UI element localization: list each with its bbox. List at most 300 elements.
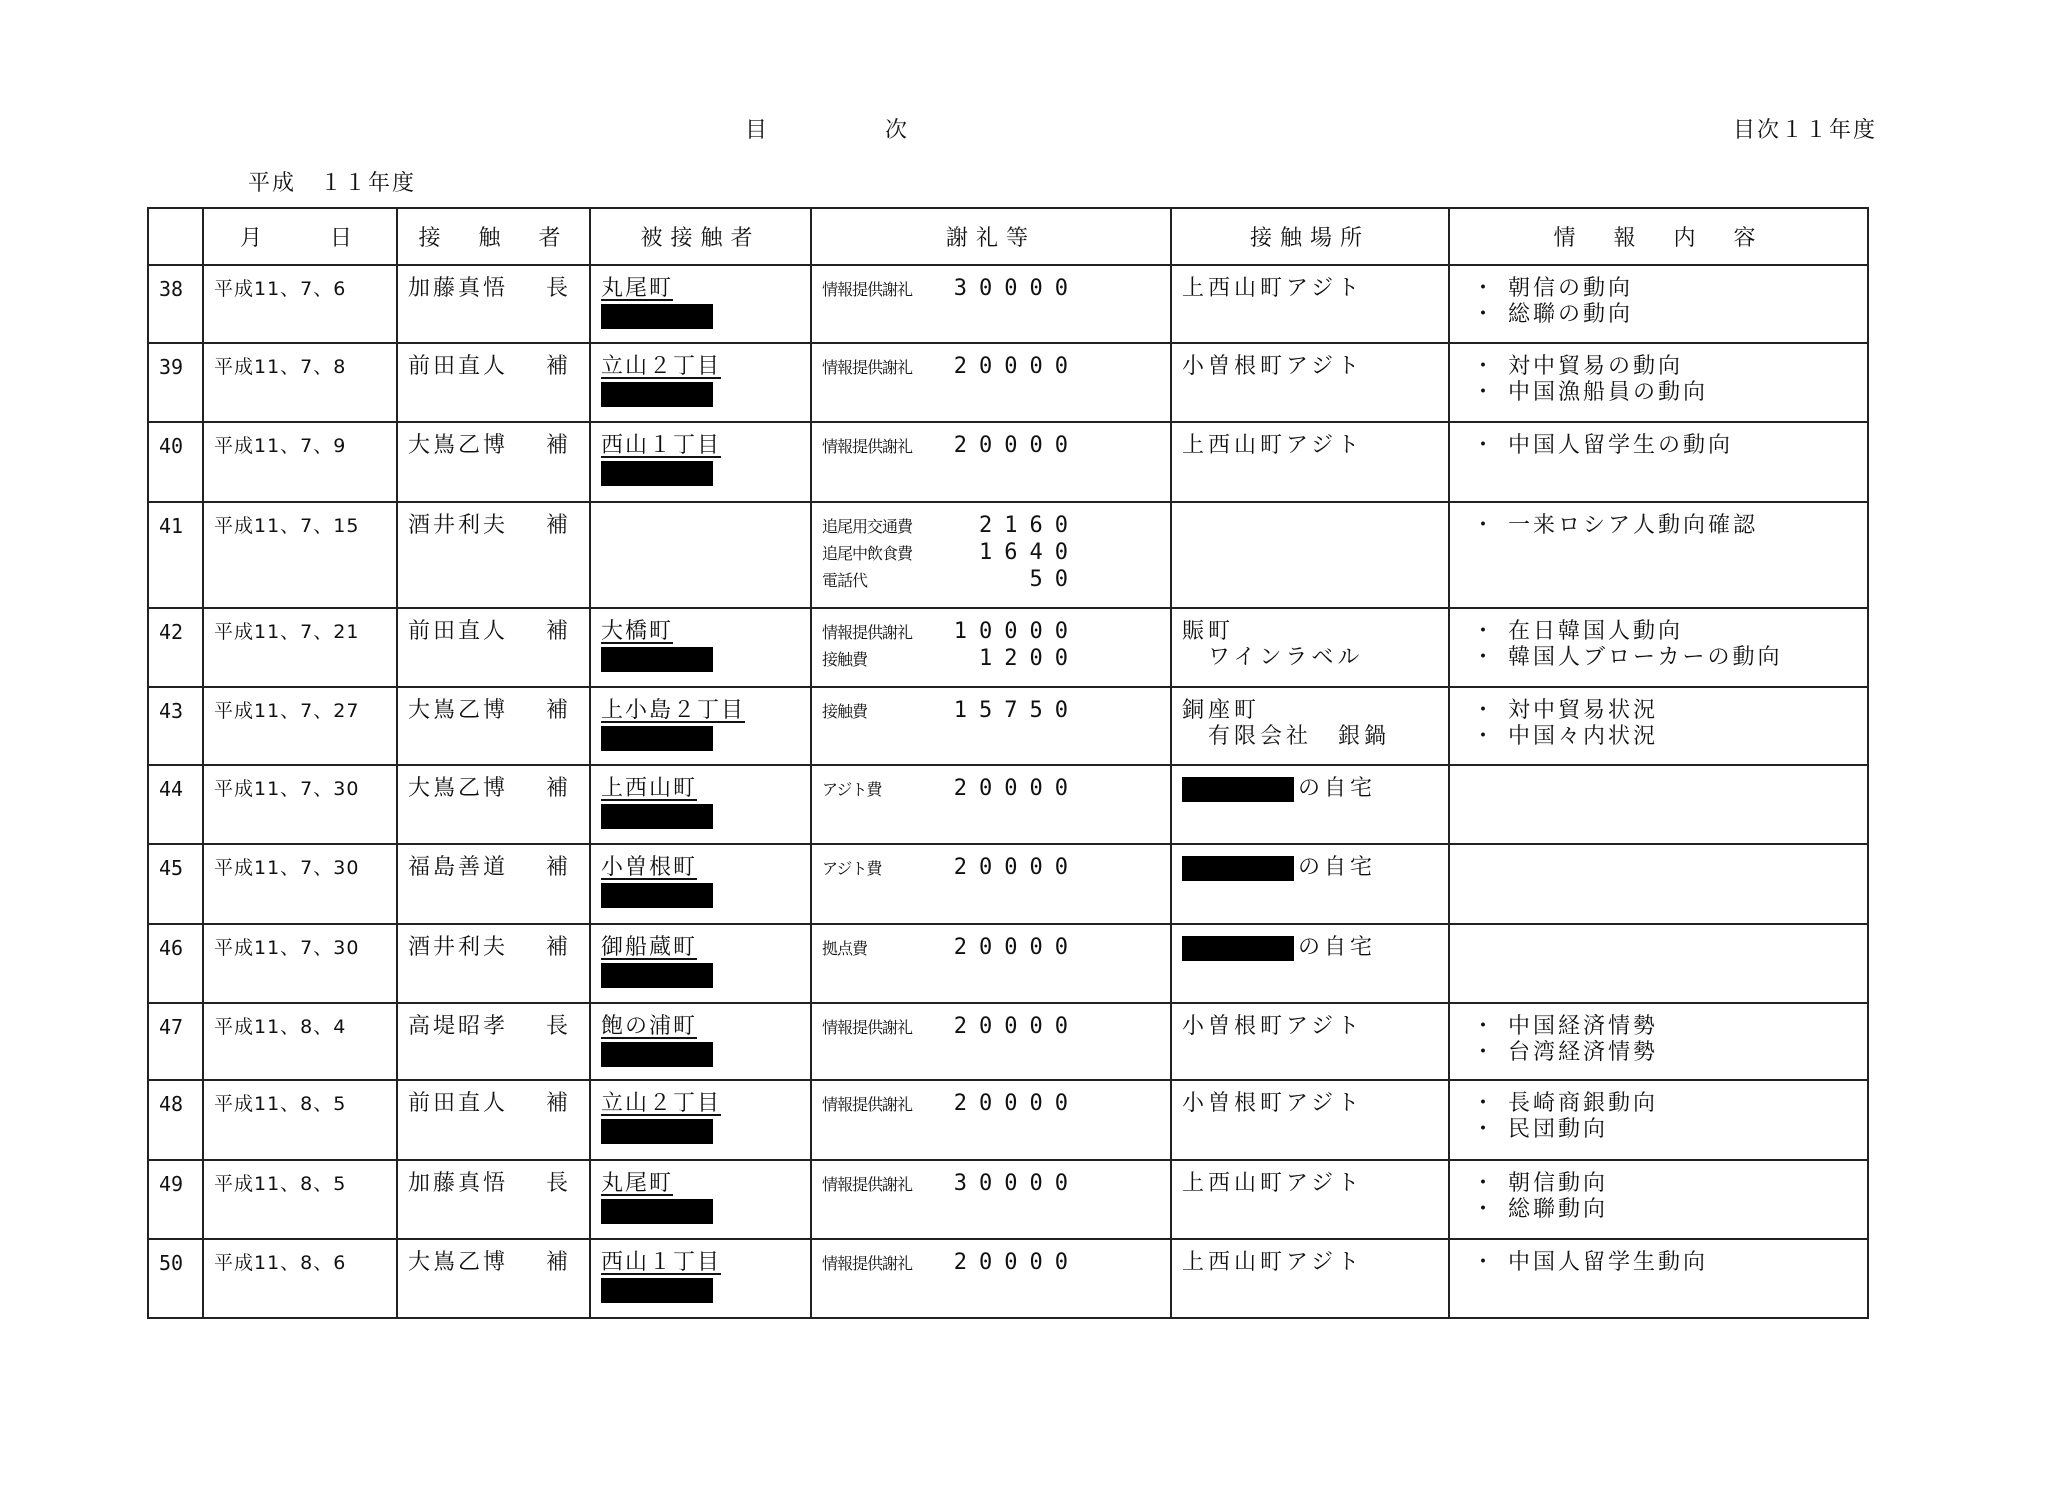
info-item bbox=[1460, 1091, 1859, 1117]
info-item bbox=[1460, 645, 1859, 671]
payment-label: 接触費 bbox=[822, 702, 868, 721]
cell-contacted-person bbox=[590, 265, 811, 343]
payment-line bbox=[822, 433, 1162, 460]
info-item bbox=[1460, 724, 1859, 750]
cell-contact-person bbox=[397, 1160, 590, 1239]
row-number: 49 bbox=[159, 1172, 184, 1196]
contact-person bbox=[398, 1240, 589, 1282]
page-reference: 目次１１年度 bbox=[1733, 118, 1878, 143]
cell-payment bbox=[811, 924, 1171, 1003]
cell-no bbox=[148, 687, 203, 765]
table-row bbox=[148, 687, 1868, 765]
payment-label: 拠点費 bbox=[822, 939, 868, 958]
cell-no bbox=[148, 422, 203, 502]
info-text: 総聯の動向 bbox=[1508, 302, 1634, 327]
info-item bbox=[1460, 1040, 1859, 1066]
cell-contact-person bbox=[397, 608, 590, 687]
bullet-glyph: ・ bbox=[1472, 1250, 1498, 1275]
cell-contact-person bbox=[397, 765, 590, 844]
contact-person bbox=[398, 423, 589, 465]
contact-place bbox=[1172, 1081, 1448, 1123]
payment-list bbox=[812, 1081, 1170, 1124]
redaction-block bbox=[601, 1119, 713, 1144]
cell-contact-place bbox=[1171, 1239, 1449, 1318]
header-payment: 謝礼等 bbox=[811, 208, 1171, 265]
page-title-left: 目 bbox=[745, 118, 768, 143]
contact-person bbox=[398, 503, 589, 545]
payment-list bbox=[812, 503, 1170, 600]
contact-date: 平成11、7、15 bbox=[214, 515, 360, 537]
contact-date: 平成11、8、4 bbox=[214, 1016, 347, 1038]
cell-contacted-person bbox=[590, 502, 811, 608]
info-content bbox=[1450, 503, 1867, 545]
info-content bbox=[1450, 423, 1867, 465]
payment-label: 情報提供謝礼 bbox=[822, 623, 913, 642]
cell-info-content bbox=[1449, 343, 1868, 422]
table-body bbox=[148, 265, 1868, 1318]
bullet-glyph: ・ bbox=[1472, 433, 1498, 458]
cell-contact-person bbox=[397, 924, 590, 1003]
cell-no bbox=[148, 343, 203, 422]
contacted-person-address: 丸尾町 bbox=[601, 276, 674, 301]
contacted-person bbox=[591, 688, 810, 757]
contact-person-name: 酒井利夫 bbox=[408, 513, 509, 538]
payment-list bbox=[812, 423, 1170, 466]
contacted-person-address: 西山１丁目 bbox=[601, 1250, 722, 1275]
cell-no bbox=[148, 1080, 203, 1160]
contacted-person bbox=[591, 344, 810, 413]
contacted-person-address: 飽の浦町 bbox=[601, 1014, 698, 1039]
contact-person-name: 加藤真悟 bbox=[408, 1171, 509, 1196]
cell-no bbox=[148, 1239, 203, 1318]
redaction-block bbox=[1182, 777, 1294, 802]
redaction-block bbox=[1182, 936, 1294, 961]
payment-label: アジト費 bbox=[822, 859, 882, 878]
cell-info-content bbox=[1449, 265, 1868, 343]
cell-no bbox=[148, 608, 203, 687]
payment-label: 追尾中飲食費 bbox=[822, 544, 913, 563]
contact-person bbox=[398, 609, 589, 651]
payment-label: 情報提供謝礼 bbox=[822, 1175, 913, 1194]
table-row bbox=[148, 608, 1868, 687]
payment-line bbox=[822, 1014, 1162, 1041]
row-number: 38 bbox=[159, 277, 184, 301]
payment-list bbox=[812, 925, 1170, 968]
contact-place-line: 上西山町アジト bbox=[1182, 276, 1364, 301]
table-row bbox=[148, 1003, 1868, 1080]
info-item bbox=[1460, 619, 1859, 645]
contact-person bbox=[398, 766, 589, 808]
payment-line bbox=[822, 354, 1162, 381]
row-number: 46 bbox=[159, 936, 184, 960]
contact-person-name: 加藤真悟 bbox=[408, 276, 509, 301]
info-text: 台湾経済情勢 bbox=[1508, 1040, 1659, 1065]
contacted-person bbox=[591, 925, 810, 994]
header-contact-person: 接 触 者 bbox=[397, 208, 590, 265]
cell-info-content bbox=[1449, 924, 1868, 1003]
cell-contact-place bbox=[1171, 343, 1449, 422]
contact-date: 平成11、7、6 bbox=[214, 278, 347, 300]
contact-person bbox=[398, 1161, 589, 1203]
contact-place-line: 上西山町アジト bbox=[1182, 1250, 1364, 1275]
payment-amount: 50 bbox=[1029, 567, 1080, 592]
bullet-glyph: ・ bbox=[1472, 380, 1498, 405]
info-text: 民団動向 bbox=[1508, 1117, 1609, 1142]
cell-no bbox=[148, 1160, 203, 1239]
info-content bbox=[1450, 845, 1867, 861]
contact-person-rank: 補 bbox=[545, 935, 571, 960]
contact-place-line: の自宅 bbox=[1298, 935, 1377, 960]
cell-no bbox=[148, 502, 203, 608]
contact-person-rank: 補 bbox=[545, 433, 571, 458]
cell-date bbox=[203, 422, 397, 502]
payment-amount: 20000 bbox=[953, 354, 1080, 379]
cell-info-content bbox=[1449, 1160, 1868, 1239]
payment-amount: 30000 bbox=[953, 1171, 1080, 1196]
contact-person-name: 大嶌乙博 bbox=[408, 776, 509, 801]
header-contacted-person: 被接触者 bbox=[590, 208, 811, 265]
row-number: 45 bbox=[159, 856, 184, 880]
info-content bbox=[1450, 1161, 1867, 1229]
info-content bbox=[1450, 1240, 1867, 1282]
table-row bbox=[148, 844, 1868, 924]
redaction-block bbox=[601, 461, 713, 486]
cell-contact-person bbox=[397, 1080, 590, 1160]
header-info-content: 情 報 内 容 bbox=[1449, 208, 1868, 265]
payment-line bbox=[822, 1250, 1162, 1277]
cell-payment bbox=[811, 765, 1171, 844]
payment-label: 電話代 bbox=[822, 571, 868, 590]
contact-person-name: 大嶌乙博 bbox=[408, 433, 509, 458]
payment-label: 情報提供謝礼 bbox=[822, 437, 913, 456]
contact-date: 平成11、7、30 bbox=[214, 937, 360, 959]
contacted-person-address: 丸尾町 bbox=[601, 1171, 674, 1196]
payment-amount: 30000 bbox=[953, 276, 1080, 301]
cell-no bbox=[148, 265, 203, 343]
row-number: 41 bbox=[159, 514, 184, 538]
cell-contacted-person bbox=[590, 844, 811, 924]
contact-place-line: 小曽根町アジト bbox=[1182, 1014, 1364, 1039]
contact-person-name: 前田直人 bbox=[408, 1091, 509, 1116]
cell-contacted-person bbox=[590, 1239, 811, 1318]
contact-person-name: 前田直人 bbox=[408, 354, 509, 379]
table-row bbox=[148, 422, 1868, 502]
row-number: 47 bbox=[159, 1015, 184, 1039]
info-text: 中国漁船員の動向 bbox=[1508, 380, 1709, 405]
contacted-person-address: 上小島２丁目 bbox=[601, 698, 746, 723]
row-number: 48 bbox=[159, 1092, 184, 1116]
contacted-person-address: 西山１丁目 bbox=[601, 433, 722, 458]
row-number: 42 bbox=[159, 620, 184, 644]
payment-list bbox=[812, 1240, 1170, 1283]
payment-line bbox=[822, 646, 1162, 673]
cell-contacted-person bbox=[590, 1080, 811, 1160]
bullet-glyph: ・ bbox=[1472, 513, 1498, 538]
cell-date bbox=[203, 265, 397, 343]
contact-place bbox=[1172, 845, 1448, 887]
redaction-block bbox=[601, 1278, 713, 1303]
info-text: 中国経済情勢 bbox=[1508, 1014, 1659, 1039]
cell-no bbox=[148, 844, 203, 924]
cell-contact-person bbox=[397, 422, 590, 502]
contact-place-line: 小曽根町アジト bbox=[1182, 1091, 1364, 1116]
header-date: 月 日 bbox=[203, 208, 397, 265]
cell-payment bbox=[811, 1160, 1171, 1239]
info-text: 韓国人ブローカーの動向 bbox=[1508, 645, 1783, 670]
payment-line bbox=[822, 619, 1162, 646]
contacted-person-address: 立山２丁目 bbox=[601, 1091, 722, 1116]
contact-person bbox=[398, 688, 589, 730]
cell-info-content bbox=[1449, 844, 1868, 924]
payment-list bbox=[812, 1004, 1170, 1047]
cell-date bbox=[203, 765, 397, 844]
cell-contacted-person bbox=[590, 422, 811, 502]
cell-payment bbox=[811, 1080, 1171, 1160]
contact-place-line: の自宅 bbox=[1298, 855, 1377, 880]
table-header-row bbox=[148, 208, 1868, 265]
cell-contact-place bbox=[1171, 765, 1449, 844]
info-text: 中国々内状況 bbox=[1508, 724, 1659, 749]
bullet-glyph: ・ bbox=[1472, 1091, 1498, 1116]
info-text: 一来ロシア人動向確認 bbox=[1508, 513, 1759, 538]
contact-person-name: 大嶌乙博 bbox=[408, 698, 509, 723]
payment-list bbox=[812, 688, 1170, 731]
payment-label: 情報提供謝礼 bbox=[822, 280, 913, 299]
payment-line bbox=[822, 855, 1162, 882]
contact-date: 平成11、7、21 bbox=[214, 621, 360, 643]
table-row bbox=[148, 1160, 1868, 1239]
cell-contacted-person bbox=[590, 343, 811, 422]
contact-place bbox=[1172, 344, 1448, 386]
redaction-block bbox=[1182, 856, 1294, 881]
contacted-person-address: 御船蔵町 bbox=[601, 935, 698, 960]
contact-person-rank: 長 bbox=[545, 1171, 571, 1196]
cell-payment bbox=[811, 502, 1171, 608]
contact-date: 平成11、7、9 bbox=[214, 435, 347, 457]
cell-date bbox=[203, 1003, 397, 1080]
cell-contact-place bbox=[1171, 265, 1449, 343]
bullet-glyph: ・ bbox=[1472, 724, 1498, 749]
cell-payment bbox=[811, 1003, 1171, 1080]
cell-contact-place bbox=[1171, 1080, 1449, 1160]
contact-date: 平成11、7、30 bbox=[214, 778, 360, 800]
contacted-person-address: 大橋町 bbox=[601, 619, 674, 644]
bullet-glyph: ・ bbox=[1472, 698, 1498, 723]
bullet-glyph: ・ bbox=[1472, 1171, 1498, 1196]
cell-payment bbox=[811, 422, 1171, 502]
contact-place bbox=[1172, 1240, 1448, 1282]
cell-contact-place bbox=[1171, 502, 1449, 608]
redaction-block bbox=[601, 804, 713, 829]
bullet-glyph: ・ bbox=[1472, 302, 1498, 327]
cell-contact-place bbox=[1171, 1003, 1449, 1080]
header-no bbox=[148, 208, 203, 265]
table-row bbox=[148, 502, 1868, 608]
row-number: 40 bbox=[159, 434, 184, 458]
contact-date: 平成11、7、8 bbox=[214, 356, 347, 378]
cell-date bbox=[203, 844, 397, 924]
page-title-right: 次 bbox=[885, 118, 908, 143]
redaction-block bbox=[601, 726, 713, 751]
contacted-person bbox=[591, 845, 810, 914]
contact-person-rank: 補 bbox=[545, 1091, 571, 1116]
info-item bbox=[1460, 513, 1859, 539]
payment-line bbox=[822, 540, 1162, 567]
cell-payment bbox=[811, 343, 1171, 422]
cell-contact-place bbox=[1171, 844, 1449, 924]
cell-contact-person bbox=[397, 1239, 590, 1318]
contact-ledger-table bbox=[147, 207, 1869, 1319]
cell-date bbox=[203, 1080, 397, 1160]
redaction-block bbox=[601, 382, 713, 407]
cell-contact-place bbox=[1171, 1160, 1449, 1239]
cell-no bbox=[148, 1003, 203, 1080]
info-text: 中国人留学生の動向 bbox=[1508, 433, 1734, 458]
contacted-person bbox=[591, 1004, 810, 1073]
table-row bbox=[148, 265, 1868, 343]
cell-contact-place bbox=[1171, 924, 1449, 1003]
contacted-person bbox=[591, 1240, 810, 1309]
info-text: 対中貿易状況 bbox=[1508, 698, 1659, 723]
contact-date: 平成11、7、30 bbox=[214, 857, 360, 879]
contacted-person bbox=[591, 766, 810, 835]
contact-place-detail: ワインラベル bbox=[1208, 645, 1364, 670]
payment-list bbox=[812, 766, 1170, 809]
payment-label: 接触費 bbox=[822, 650, 868, 669]
payment-label: 追尾用交通費 bbox=[822, 517, 913, 536]
info-content bbox=[1450, 688, 1867, 756]
contact-person bbox=[398, 925, 589, 967]
payment-line bbox=[822, 276, 1162, 303]
payment-amount: 2160 bbox=[979, 513, 1080, 538]
bullet-glyph: ・ bbox=[1472, 354, 1498, 379]
info-content bbox=[1450, 766, 1867, 782]
row-number: 44 bbox=[159, 777, 184, 801]
payment-line bbox=[822, 1171, 1162, 1198]
cell-no bbox=[148, 765, 203, 844]
table-row bbox=[148, 343, 1868, 422]
redaction-block bbox=[601, 1042, 713, 1067]
cell-payment bbox=[811, 608, 1171, 687]
table-row bbox=[148, 1080, 1868, 1160]
cell-contacted-person bbox=[590, 608, 811, 687]
contact-person bbox=[398, 266, 589, 308]
contact-place-line: の自宅 bbox=[1298, 776, 1377, 801]
contact-place bbox=[1172, 1161, 1448, 1203]
contact-date: 平成11、8、5 bbox=[214, 1093, 347, 1115]
payment-line bbox=[822, 935, 1162, 962]
contact-place-line: 銅座町 bbox=[1182, 698, 1261, 723]
payment-amount: 15750 bbox=[953, 698, 1080, 723]
payment-amount: 20000 bbox=[953, 1014, 1080, 1039]
cell-contacted-person bbox=[590, 1160, 811, 1239]
bullet-glyph: ・ bbox=[1472, 1117, 1498, 1142]
contact-place bbox=[1172, 1004, 1448, 1046]
contact-date: 平成11、8、6 bbox=[214, 1252, 347, 1274]
contacted-person bbox=[591, 503, 810, 519]
contact-place-line: 小曽根町アジト bbox=[1182, 354, 1364, 379]
payment-label: 情報提供謝礼 bbox=[822, 1254, 913, 1273]
cell-contact-person bbox=[397, 687, 590, 765]
payment-label: 情報提供謝礼 bbox=[822, 1018, 913, 1037]
info-content bbox=[1450, 266, 1867, 334]
contact-place-line: 賑町 bbox=[1182, 619, 1235, 644]
contacted-person bbox=[591, 423, 810, 492]
info-item bbox=[1460, 302, 1859, 328]
contact-date: 平成11、7、27 bbox=[214, 700, 360, 722]
info-text: 中国人留学生動向 bbox=[1508, 1250, 1709, 1275]
cell-info-content bbox=[1449, 1003, 1868, 1080]
cell-info-content bbox=[1449, 422, 1868, 502]
cell-contacted-person bbox=[590, 687, 811, 765]
info-content bbox=[1450, 1081, 1867, 1149]
payment-amount: 10000 bbox=[953, 619, 1080, 644]
contact-person-name: 福島善道 bbox=[408, 855, 509, 880]
contact-person-rank: 補 bbox=[545, 513, 571, 538]
contact-person bbox=[398, 1004, 589, 1046]
contacted-person-address: 小曽根町 bbox=[601, 855, 698, 880]
info-item bbox=[1460, 354, 1859, 380]
contact-place bbox=[1172, 766, 1448, 808]
info-content bbox=[1450, 609, 1867, 677]
contact-place bbox=[1172, 423, 1448, 465]
row-number: 50 bbox=[159, 1251, 184, 1275]
cell-date bbox=[203, 502, 397, 608]
cell-date bbox=[203, 687, 397, 765]
payment-amount: 20000 bbox=[953, 1250, 1080, 1275]
bullet-glyph: ・ bbox=[1472, 1197, 1498, 1222]
contact-person-rank: 補 bbox=[545, 698, 571, 723]
cell-info-content bbox=[1449, 765, 1868, 844]
contact-place bbox=[1172, 503, 1448, 519]
payment-line bbox=[822, 513, 1162, 540]
cell-payment bbox=[811, 265, 1171, 343]
contact-person-rank: 補 bbox=[545, 619, 571, 644]
info-content bbox=[1450, 1004, 1867, 1072]
cell-contact-person bbox=[397, 502, 590, 608]
info-text: 朝信動向 bbox=[1508, 1171, 1609, 1196]
payment-list bbox=[812, 266, 1170, 309]
contact-person-rank: 補 bbox=[545, 776, 571, 801]
cell-contact-person bbox=[397, 1003, 590, 1080]
payment-amount: 1640 bbox=[979, 540, 1080, 565]
table-row bbox=[148, 765, 1868, 844]
payment-amount: 20000 bbox=[953, 1091, 1080, 1116]
payment-list bbox=[812, 845, 1170, 888]
row-number: 39 bbox=[159, 355, 184, 379]
contact-date: 平成11、8、5 bbox=[214, 1173, 347, 1195]
cell-info-content bbox=[1449, 502, 1868, 608]
cell-date bbox=[203, 608, 397, 687]
contact-place-line: 上西山町アジト bbox=[1182, 433, 1364, 458]
contact-person-name: 大嶌乙博 bbox=[408, 1250, 509, 1275]
payment-list bbox=[812, 1161, 1170, 1204]
cell-info-content bbox=[1449, 1239, 1868, 1318]
cell-date bbox=[203, 1160, 397, 1239]
payment-line bbox=[822, 698, 1162, 725]
payment-list bbox=[812, 344, 1170, 387]
info-item bbox=[1460, 276, 1859, 302]
cell-payment bbox=[811, 687, 1171, 765]
info-item bbox=[1460, 1197, 1859, 1223]
bullet-glyph: ・ bbox=[1472, 645, 1498, 670]
cell-no bbox=[148, 924, 203, 1003]
redaction-block bbox=[601, 963, 713, 988]
info-content bbox=[1450, 925, 1867, 941]
cell-contacted-person bbox=[590, 1003, 811, 1080]
contact-place bbox=[1172, 925, 1448, 967]
payment-label: アジト費 bbox=[822, 780, 882, 799]
